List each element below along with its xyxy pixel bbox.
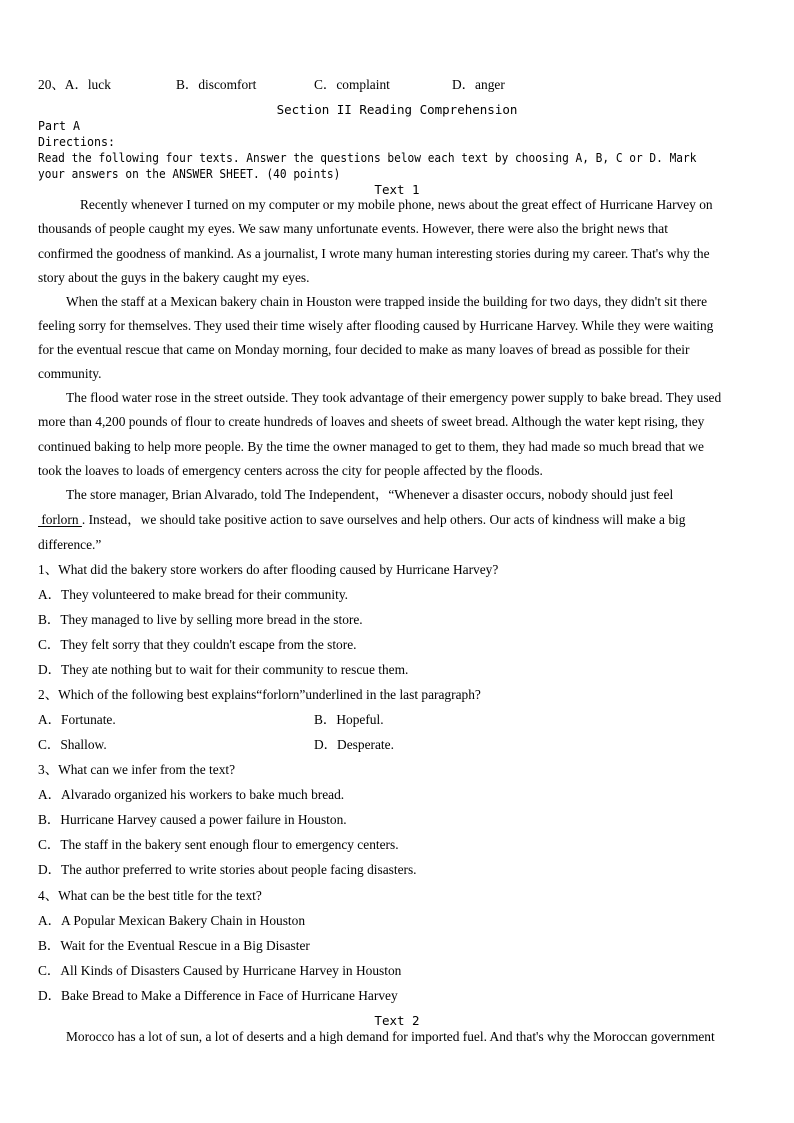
q20-option-d: D．anger [452,77,505,92]
text2-title: Text 2 [374,1013,420,1028]
option-b: B．Hurricane Harvey caused a power failure in Houston. [38,812,347,827]
option-b: B．They managed to live by selling more bread in the store. [38,612,363,627]
paragraph-line [38,511,685,529]
q20-option-c: C．complaint [314,77,390,92]
option-b: B．Hopeful. [314,712,384,727]
question-stem: 2、Which of the following best explains“forlorn”underlined in the last paragraph? [38,687,481,702]
option-c: C．All Kinds of Disasters Caused by Hurricane Harvey in Houston [38,963,402,978]
paragraph-line: story about the guys in the bakery caught my eyes. [38,270,310,285]
question-stem: 3、What can we infer from the text? [38,762,236,777]
question-stem: 1、What did the bakery store workers do after flooding caused by Hurricane Harvey? [38,562,499,577]
part-heading: Part A [38,118,80,133]
paragraph-line: thousands of people caught my eyes. We saw many unfortunate events. However, there were also the bright news that [38,221,668,236]
option-c: C．They felt sorry that they couldn't escape from the store. [38,637,357,652]
option-b: B．Wait for the Eventual Rescue in a Big Disaster [38,938,310,953]
paragraph-line: The flood water rose in the street outside. They took advantage of their emergency power supply to bake bread. They used [66,390,722,405]
paragraph-line: feeling sorry for themselves. They used their time wisely after flooding caused by Hurricane Harvey. While they were waiting [38,318,714,333]
q20-number: 20、 [38,77,65,92]
section-title: Section II Reading Comprehension [276,102,518,117]
option-c: C．Shallow. [38,737,107,752]
paragraph-line: more than 4,200 pounds of flour to create hundreds of loaves and sheets of sweet bread. Although the water kept rising, they [38,414,705,429]
option-a: A．Fortunate. [38,712,116,727]
q20-option-a: A．luck [64,77,111,92]
paragraph-line: Recently whenever I turned on my computer or my mobile phone, news about the great effect of Hurricane Harvey on [80,197,713,212]
q20-option-b: B．discomfort [176,77,257,92]
option-a: A．Alvarado organized his workers to bake much bread. [38,787,345,802]
q20-number-option-a [38,76,111,94]
text1-title: Text 1 [374,182,420,197]
paragraph-line: for the eventual rescue that came on Monday morning, four decided to make as many loaves of bread as possible for their [38,342,690,357]
paragraph-line: confirmed the goodness of mankind. As a journalist, I wrote many human interesting stories during my career. That's why the [38,246,710,261]
paragraph-line: continued baking to help more people. By the time the owner managed to get to them, they had made so much bread that we [38,439,704,454]
paragraph-line: When the staff at a Mexican bakery chain in Houston were trapped inside the building for two days, they didn't sit there [66,294,708,309]
directions-line: Read the following four texts. Answer the questions below each text by choosing A, B, C or D. Mark [38,151,697,165]
paragraph-line: Morocco has a lot of sun, a lot of deserts and a high demand for imported fuel. And that's why the Moroccan government [66,1029,715,1044]
option-a: A．A Popular Mexican Bakery Chain in Houston [38,913,306,928]
option-d: D．Bake Bread to Make a Difference in Face of Hurricane Harvey [38,988,398,1003]
paragraph-line: took the loaves to loads of emergency centers across the city for people affected by the floods. [38,463,543,478]
option-c: C．The staff in the bakery sent enough flour to emergency centers. [38,837,399,852]
directions-line: your answers on the ANSWER SHEET. (40 points) [38,167,341,181]
option-a: A．They volunteered to make bread for their community. [38,587,348,602]
directions-label: Directions: [38,134,116,149]
question-stem: 4、What can be the best title for the text? [38,888,262,903]
paragraph-line: community. [38,366,102,381]
option-d: D．They ate nothing but to wait for their community to rescue them. [38,662,409,677]
option-d: D．Desperate. [314,737,394,752]
underlined-word-forlorn: forlorn [38,512,82,527]
paragraph-line: The store manager, Brian Alvarado, told The Independent，“Whenever a disaster occurs, nobody should just feel [66,487,674,502]
paragraph-text: . Instead，we should take positive action to save ourselves and help others. Our acts of kindness will make a big [81,512,686,527]
paragraph-line: difference.” [38,537,102,552]
option-d: D．The author preferred to write stories about people facing disasters. [38,862,417,877]
